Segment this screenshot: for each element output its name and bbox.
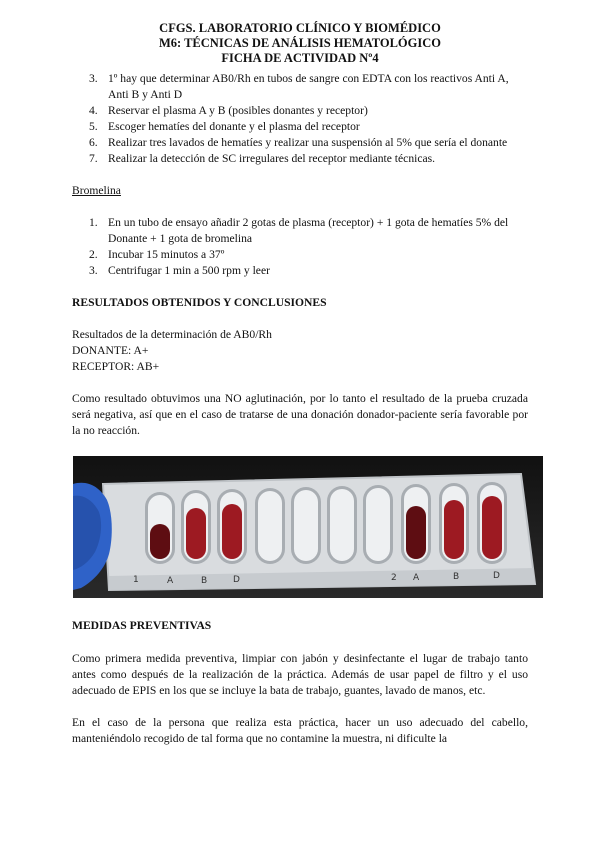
well-5 <box>291 487 321 564</box>
plate-label-b2: B <box>453 572 460 582</box>
list-text: Incubar 15 minutos a 37º <box>108 248 225 261</box>
list-text: Escoger hematíes del donante y el plasma del receptor <box>108 120 360 133</box>
list-item <box>0 135 600 151</box>
results-heading: RESULTADOS OBTENIDOS Y CONCLUSIONES <box>72 296 327 309</box>
list-number: 1. <box>89 216 98 229</box>
list-item <box>0 247 600 263</box>
list-number: 5. <box>89 120 98 133</box>
well-7 <box>363 485 393 564</box>
list-item <box>0 151 600 167</box>
header-module: M6: TÉCNICAS DE ANÁLISIS HEMATOLÓGICO <box>158 36 441 50</box>
plate-label-d2: D <box>493 571 500 581</box>
header-activity: FICHA DE ACTIVIDAD Nº4 <box>221 51 379 65</box>
list-number: 3. <box>89 264 98 277</box>
list-item <box>0 263 600 279</box>
preventive-heading: MEDIDAS PREVENTIVAS <box>72 619 212 632</box>
list-item <box>0 103 600 119</box>
well-10 <box>477 482 507 564</box>
list-text: Centrifugar 1 min a 500 rpm y leer <box>108 264 270 277</box>
plate-illustration <box>73 456 543 598</box>
list-text: 1º hay que determinar AB0/Rh en tubos de sangre con EDTA con los reactivos Anti A, Anti B y Anti D <box>108 72 509 101</box>
list-number: 7. <box>89 152 98 165</box>
recipient-result: RECEPTOR: AB+ <box>72 360 160 373</box>
procedure-steps <box>0 71 600 167</box>
list-item <box>0 215 600 247</box>
plate-label-d: D <box>233 575 240 585</box>
list-text: Realizar tres lavados de hematíes y realizar una suspensión al 5% que sería el donante <box>108 136 508 149</box>
list-number: 6. <box>89 136 98 149</box>
well-2 <box>181 490 211 564</box>
list-number: 4. <box>89 104 98 117</box>
list-number: 2. <box>89 248 98 261</box>
plate-label-a2: A <box>413 573 420 583</box>
crossmatch-plate-photo <box>73 456 543 598</box>
results-line: Resultados de la determinación de AB0/Rh <box>72 328 272 341</box>
well-8 <box>401 484 431 564</box>
list-item <box>0 119 600 135</box>
plate-label-1: 1 <box>133 575 139 585</box>
well-6 <box>327 486 357 564</box>
plate-label-a: A <box>167 576 174 586</box>
list-text: En un tubo de ensayo añadir 2 gotas de plasma (receptor) + 1 gota de hematíes 5% del Donante + 1 gota de bromelina <box>108 216 509 245</box>
preventive-paragraph-1: Como primera medida preventiva, limpiar con jabón y desinfectante el lugar de trabajo tanto antes como después de la realización de la práctica. Además de usar papel de filtro y el uso adecuado de EPIS en los que se incluye la bata de trabajo, guantes, lavado de manos, etc. <box>72 652 528 697</box>
list-item <box>0 71 600 103</box>
list-text: Reservar el plasma A y B (posibles donantes y receptor) <box>108 104 368 117</box>
preventive-paragraph-2: En el caso de la persona que realiza esta práctica, hacer un uso adecuado del cabello, manteniéndolo recogido de tal forma que no contamine la muestra, ni dificulte la <box>72 716 528 745</box>
results-paragraph: Como resultado obtuvimos una NO aglutinación, por lo tanto el resultado de la prueba cruzada será negativa, así que en el caso de tratarse de una donación donador-paciente sería favorable por la no reacción. <box>72 392 528 437</box>
list-number: 3. <box>89 72 98 85</box>
well-1 <box>145 492 175 564</box>
bromelina-heading: Bromelina <box>72 184 121 197</box>
header-institution: CFGS. LABORATORIO CLÍNICO Y BIOMÉDICO <box>159 21 441 35</box>
plate-label-b: B <box>201 576 208 586</box>
donor-result: DONANTE: A+ <box>72 344 149 357</box>
well-9 <box>439 483 469 564</box>
list-text: Realizar la detección de SC irregulares del receptor mediante técnicas. <box>108 152 436 165</box>
plate-label-2: 2 <box>391 573 397 583</box>
well-3 <box>217 489 247 564</box>
bromelina-steps <box>0 215 600 279</box>
well-4 <box>255 488 285 564</box>
